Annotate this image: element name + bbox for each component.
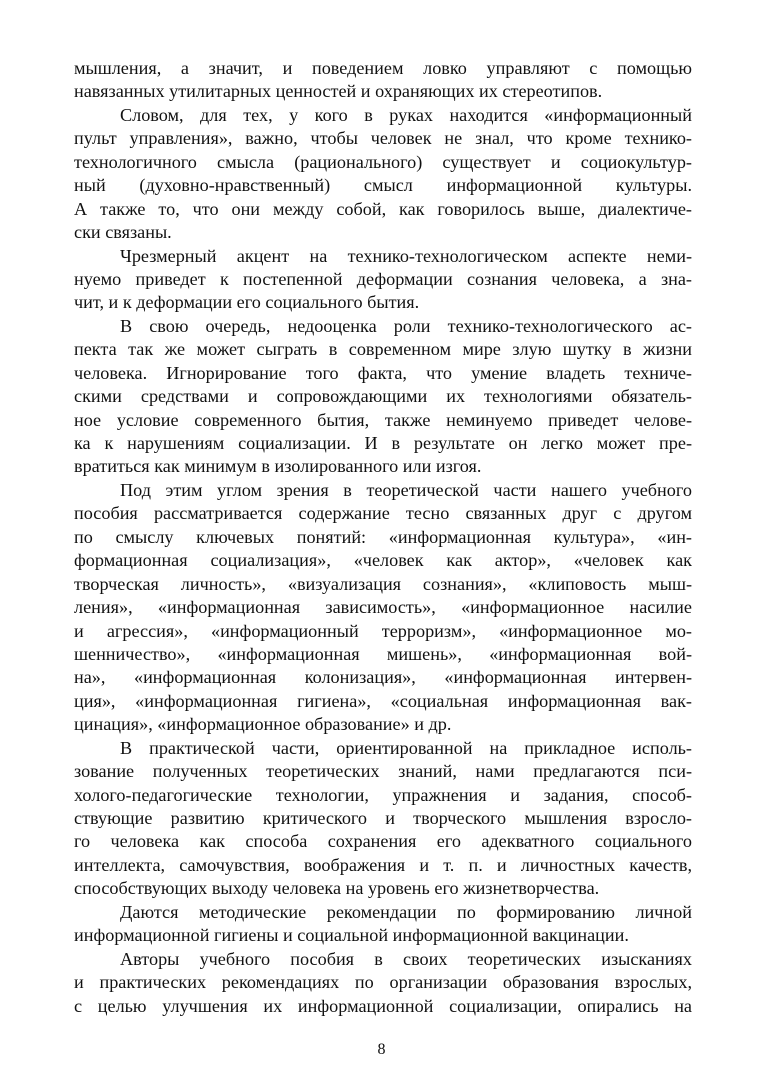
text-line: Словом, для тех, у кого в руках находится «информационный [120,104,692,125]
text-line: и агрессия», «информационный терроризм», «информационное мо- [74,620,692,641]
text-line: пульт управления», важно, чтобы человек не знал, что кроме технико- [74,128,692,149]
text-line: навязанных утилитарных ценностей и охраняющих их стереотипов. [74,81,603,102]
text-line: ка к нарушениям социализации. И в результате он легко может пре- [74,433,692,453]
page-number: 8 [377,1041,386,1058]
text-line: зование полученных теоретических знаний, нами предлагаются пси- [74,761,692,782]
text-line: скими средствами и сопровождающими их технологиями обязатель- [74,386,692,407]
text-line: го человека как способа сохранения его адекватного социального [74,831,692,852]
text-line: вратиться как минимум в изолированного или изгоя. [74,456,482,477]
text-line: ствующие развитию критического и творческого мышления взросло- [74,808,692,828]
text-line: творческая личность», «визуализация сознания», «клиповость мыш- [74,573,692,594]
text-line: Авторы учебного пособия в своих теоретических изысканиях [120,948,692,969]
text-line: шенничество», «информационная мишень», «информационная вой- [74,643,692,664]
text-line: Чрезмерный акцент на технико-технологическом аспекте неми- [120,245,692,266]
text-line: ция», «информационная гигиена», «социальная информационная вак- [74,690,692,711]
page-body [74,57,692,1018]
text-line: формационная социализация», «человек как актор», «человек как [74,550,692,571]
text-line: информационной гигиены и социальной информационной вакцинации. [74,925,629,946]
text-line: А также то, что они между собой, как говорилось выше, диалектиче- [74,198,692,219]
text-line: пекта так же может сыграть в современном мире злую шутку в жизни [74,339,692,360]
text-line: холого-педагогические технологии, упражнения и задания, способ- [74,784,692,805]
text-line: Под этим углом зрения в теоретической части нашего учебного [120,479,692,500]
text-line: цинация», «информационное образование» и др. [74,714,452,735]
text-line: мышления, а значит, и поведением ловко управляют с помощью [74,58,692,78]
text-line: человека. Игнорирование того факта, что умение владеть техниче- [74,362,692,383]
text-line: с целью улучшения их информационной социализации, опирались на [74,995,692,1016]
text-line: В свою очередь, недооценка роли технико-технологического ас- [120,315,692,336]
text-line: способствующих выходу человека на уровень его жизнетворчества. [74,878,600,899]
text-line: В практической части, ориентированной на прикладное исполь- [120,737,692,758]
text-line: чит, и к деформации его социального бытия. [74,292,420,313]
text-line: интеллекта, самочувствия, воображения и т. п. и личностных качеств, [74,854,692,875]
text-line: технологичного смысла (рационального) существует и социокультур- [74,151,692,172]
text-line: ное условие современного бытия, также неминуемо приведет челове- [74,409,692,430]
text-line: нуемо приведет к постепенной деформации сознания человека, а зна- [74,268,692,289]
text-line: на», «информационная колонизация», «информационная интервен- [74,667,692,688]
text-line: ски связаны. [74,222,172,243]
text-line: ный (духовно-нравственный) смысл информационной культуры. [74,175,692,196]
text-line: пособия рассматривается содержание тесно связанных друг с другом [74,503,692,524]
text-line: и практических рекомендациях по организации образования взрослых, [74,972,692,993]
text-line: ления», «информационная зависимость», «информационное насилие [74,597,692,618]
text-line: по смыслу ключевых понятий: «информационная культура», «ин- [74,526,692,547]
text-line: Даются методические рекомендации по формированию личной [120,901,692,922]
